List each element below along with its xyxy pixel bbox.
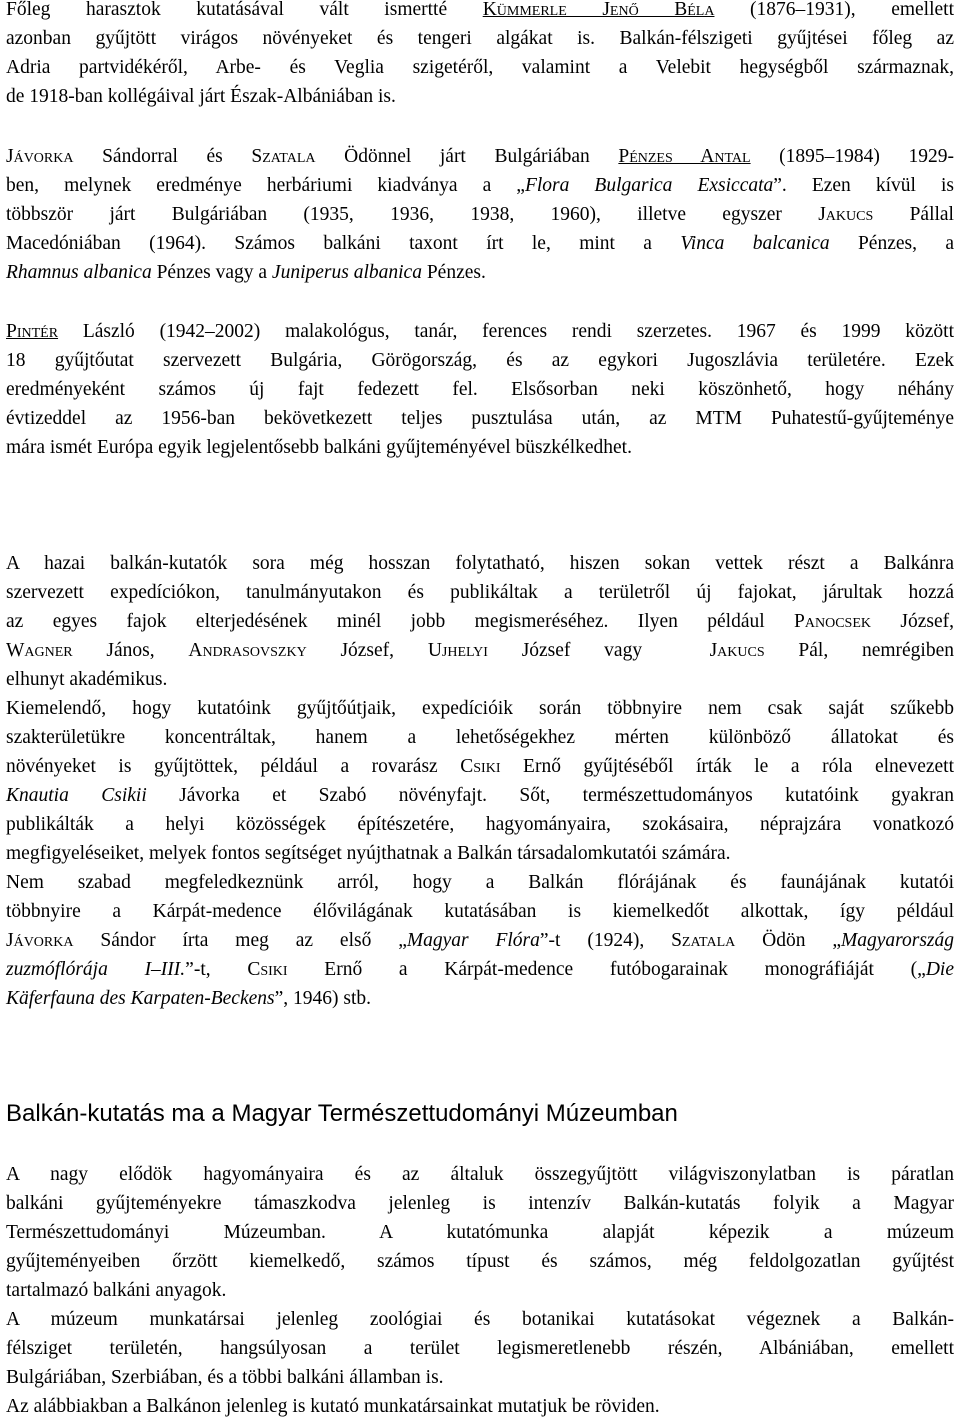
text-line: mára ismét Európa egyik legjelentősebb balkáni gyűjteményével büszkélkedhet. <box>6 437 632 458</box>
text-line: eredményeként számos új fajt fedezett fel. Elsősorban neki köszönhető, hogy néhány <box>6 379 954 400</box>
text-line: Wagner János, Andrasovszky József, Ujhelyi József vagy Jakucs Pál, nemrégiben <box>6 640 954 661</box>
taxon-name: Vinca balcanica <box>680 233 830 254</box>
text-line: megfigyeléseiket, melyek fontos segítséget nyújthatnak a Balkán társadalomkutatói számára. <box>6 843 731 864</box>
taxon-name: Rhamnus albanica <box>6 262 152 283</box>
text-line: 18 gyűjtőutat szervezett Bulgária, Görögország, és az egykori Jugoszlávia területére. Ezek <box>6 350 954 371</box>
text-line: Főleg harasztok kutatásával vált ismertté Kümmerle Jenő Béla (1876–1931), emellett <box>6 0 954 20</box>
person-name: Jakucs <box>818 204 874 225</box>
text-line: Jávorka Sándor írta meg az első „Magyar Flóra”-t (1924), Szatala Ödön „Magyarország <box>6 930 955 951</box>
text-line: zuzmóflórája I–III.”-t, Csiki Ernő a Kárpát-medence futóbogarainak monográfiáját („Die <box>6 959 954 980</box>
text-line: elhunyt akadémikus. <box>6 669 168 690</box>
person-name-penzes: Pénzes Antal <box>618 146 751 167</box>
text-line: azonban gyűjtött virágos növényeket és tengeri algákat is. Balkán-félszigeti gyűjtései főleg az <box>6 28 954 49</box>
publication-title: Die <box>925 959 954 980</box>
person-name: Jávorka <box>6 146 74 167</box>
text-line: félsziget területén, hangsúlyosan a terület legismeretlenebb részén, Albániában, emellett <box>6 1338 954 1359</box>
person-name-pinter: Pintér <box>6 321 59 342</box>
paragraph-museum <box>6 1160 954 1421</box>
text-line: Nem szabad megfeledkeznünk arról, hogy a Balkán flórájának és faunájának kutatói <box>6 872 954 893</box>
text-line: Käferfauna des Karpaten-Beckens”, 1946) stb. <box>6 988 372 1009</box>
text-line: többször járt Bulgáriában (1935, 1936, 1938, 1960), illetve egyszer Jakucs Pállal <box>6 204 954 225</box>
text-line: Természettudományi Múzeumban. A kutatómunka alapját képezik a múzeum <box>6 1222 954 1243</box>
person-name: Szatala <box>251 146 316 167</box>
text-line: A múzeum munkatársai jelenleg zoológiai és botanikai kutatásokat végeznek a Balkán- <box>6 1309 954 1330</box>
text-line: Macedóniában (1964). Számos balkáni taxont írt le, mint a Vinca balcanica Pénzes, a <box>6 233 954 254</box>
person-name: Szatala <box>671 930 736 951</box>
person-name: Jávorka <box>6 930 74 951</box>
paragraph-penzes <box>6 142 954 287</box>
publication-title: Flora Bulgarica Exsiccata <box>524 175 774 196</box>
text-line: Bulgáriában, Szerbiában, és a többi balkáni államban is. <box>6 1367 444 1388</box>
publication-title: Magyarország <box>840 930 955 951</box>
text-line: Knautia Csikii Jávorka et Szabó növényfajt. Sőt, természettudományos kutatóink gyakran <box>6 785 954 806</box>
text-line: többnyire a Kárpát-medence élővilágának kutatásában is kiemelkedőt alkottak, így például <box>6 901 954 922</box>
text-line: Pintér László (1942–2002) malakológus, tanár, ferences rendi szerzetes. 1967 és 1999 között <box>6 321 954 342</box>
taxon-name: Juniperus albanica <box>271 262 422 283</box>
person-name: Ujhelyi <box>427 640 488 661</box>
text-line: Adria partvidékéről, Arbe- és Veglia szigetéről, valamint a Velebit hegységből származnak, <box>6 57 954 78</box>
paragraph-researchers <box>6 549 954 1013</box>
text-line: A hazai balkán-kutatók sora még hosszan folytatható, hiszen sokan vettek részt a Balkánra <box>6 553 954 574</box>
person-name: Panocsek <box>794 611 871 632</box>
paragraph-kummerle <box>6 0 954 111</box>
person-name-kummerle: Kümmerle Jenő Béla <box>482 0 715 20</box>
text-line: Rhamnus albanica Pénzes vagy a Juniperus albanica Pénzes. <box>6 262 486 283</box>
text-line: Jávorka Sándorral és Szatala Ödönnel járt Bulgáriában Pénzes Antal (1895–1984) 1929- <box>6 146 955 167</box>
text-line: balkáni gyűjteményekre támaszkodva jelenleg is intenzív Balkán-kutatás folyik a Magyar <box>6 1193 954 1214</box>
text-line: növényeket is gyűjtöttek, például a rovarász Csiki Ernő gyűjtéséből írták le a róla elnevezett <box>6 756 954 777</box>
person-name: Jakucs <box>709 640 765 661</box>
text-line: tartalmazó balkáni anyagok. <box>6 1280 227 1301</box>
paragraph-pinter <box>6 317 954 462</box>
taxon-name: Knautia Csikii <box>6 785 147 806</box>
text-line: szakterületükre koncentráltak, hanem a lehetőségekhez mérten különböző állatokat és <box>6 727 954 748</box>
text-line: szervezett expedíciókon, tanulmányutakon és publikáltak a területről új fajokat, járultak hozzá <box>6 582 954 603</box>
person-name: Csiki <box>460 756 501 777</box>
text-line: publikálták a helyi közösségek építészetére, hagyományaira, szokásaira, néprajzára vonatkozó <box>6 814 954 835</box>
text-line: gyűjteményeiben őrzött kiemelkedő, számos típust és számos, még feldolgozatlan gyűjtést <box>6 1251 954 1272</box>
text-line: az egyes fajok elterjedésének minél jobb megismeréséhez. Ilyen például Panocsek József, <box>6 611 954 632</box>
text-line: ben, melynek eredménye herbáriumi kiadványa a „Flora Bulgarica Exsiccata”. Ezen kívül is <box>6 175 954 196</box>
section-heading: Balkán-kutatás ma a Magyar Természettudományi Múzeumban <box>6 1100 678 1127</box>
text-line: évtizeddel az 1956-ban bekövetkezett teljes pusztulása után, az MTM Puhatestű-gyűjteménye <box>6 408 954 429</box>
text-line: A nagy elődök hagyományaira és az általuk összegyűjtött világviszonylatban is páratlan <box>6 1164 954 1185</box>
text-line: Kiemelendő, hogy kutatóink gyűjtőútjaik, expedícióik során többnyire nem csak saját szűkebb <box>6 698 954 719</box>
publication-title: Magyar Flóra <box>406 930 540 951</box>
person-name: Csiki <box>247 959 288 980</box>
person-name: Andrasovszky <box>188 640 307 661</box>
person-name: Wagner <box>6 640 73 661</box>
publication-title: zuzmóflórája I–III. <box>6 959 186 980</box>
text-line: Az alábbiakban a Balkánon jelenleg is kutató munkatársainkat mutatjuk be röviden. <box>6 1396 660 1417</box>
publication-title: Käferfauna des Karpaten-Beckens <box>6 988 275 1009</box>
text-line: de 1918-ban kollégáival járt Észak-Albániában is. <box>6 86 396 107</box>
